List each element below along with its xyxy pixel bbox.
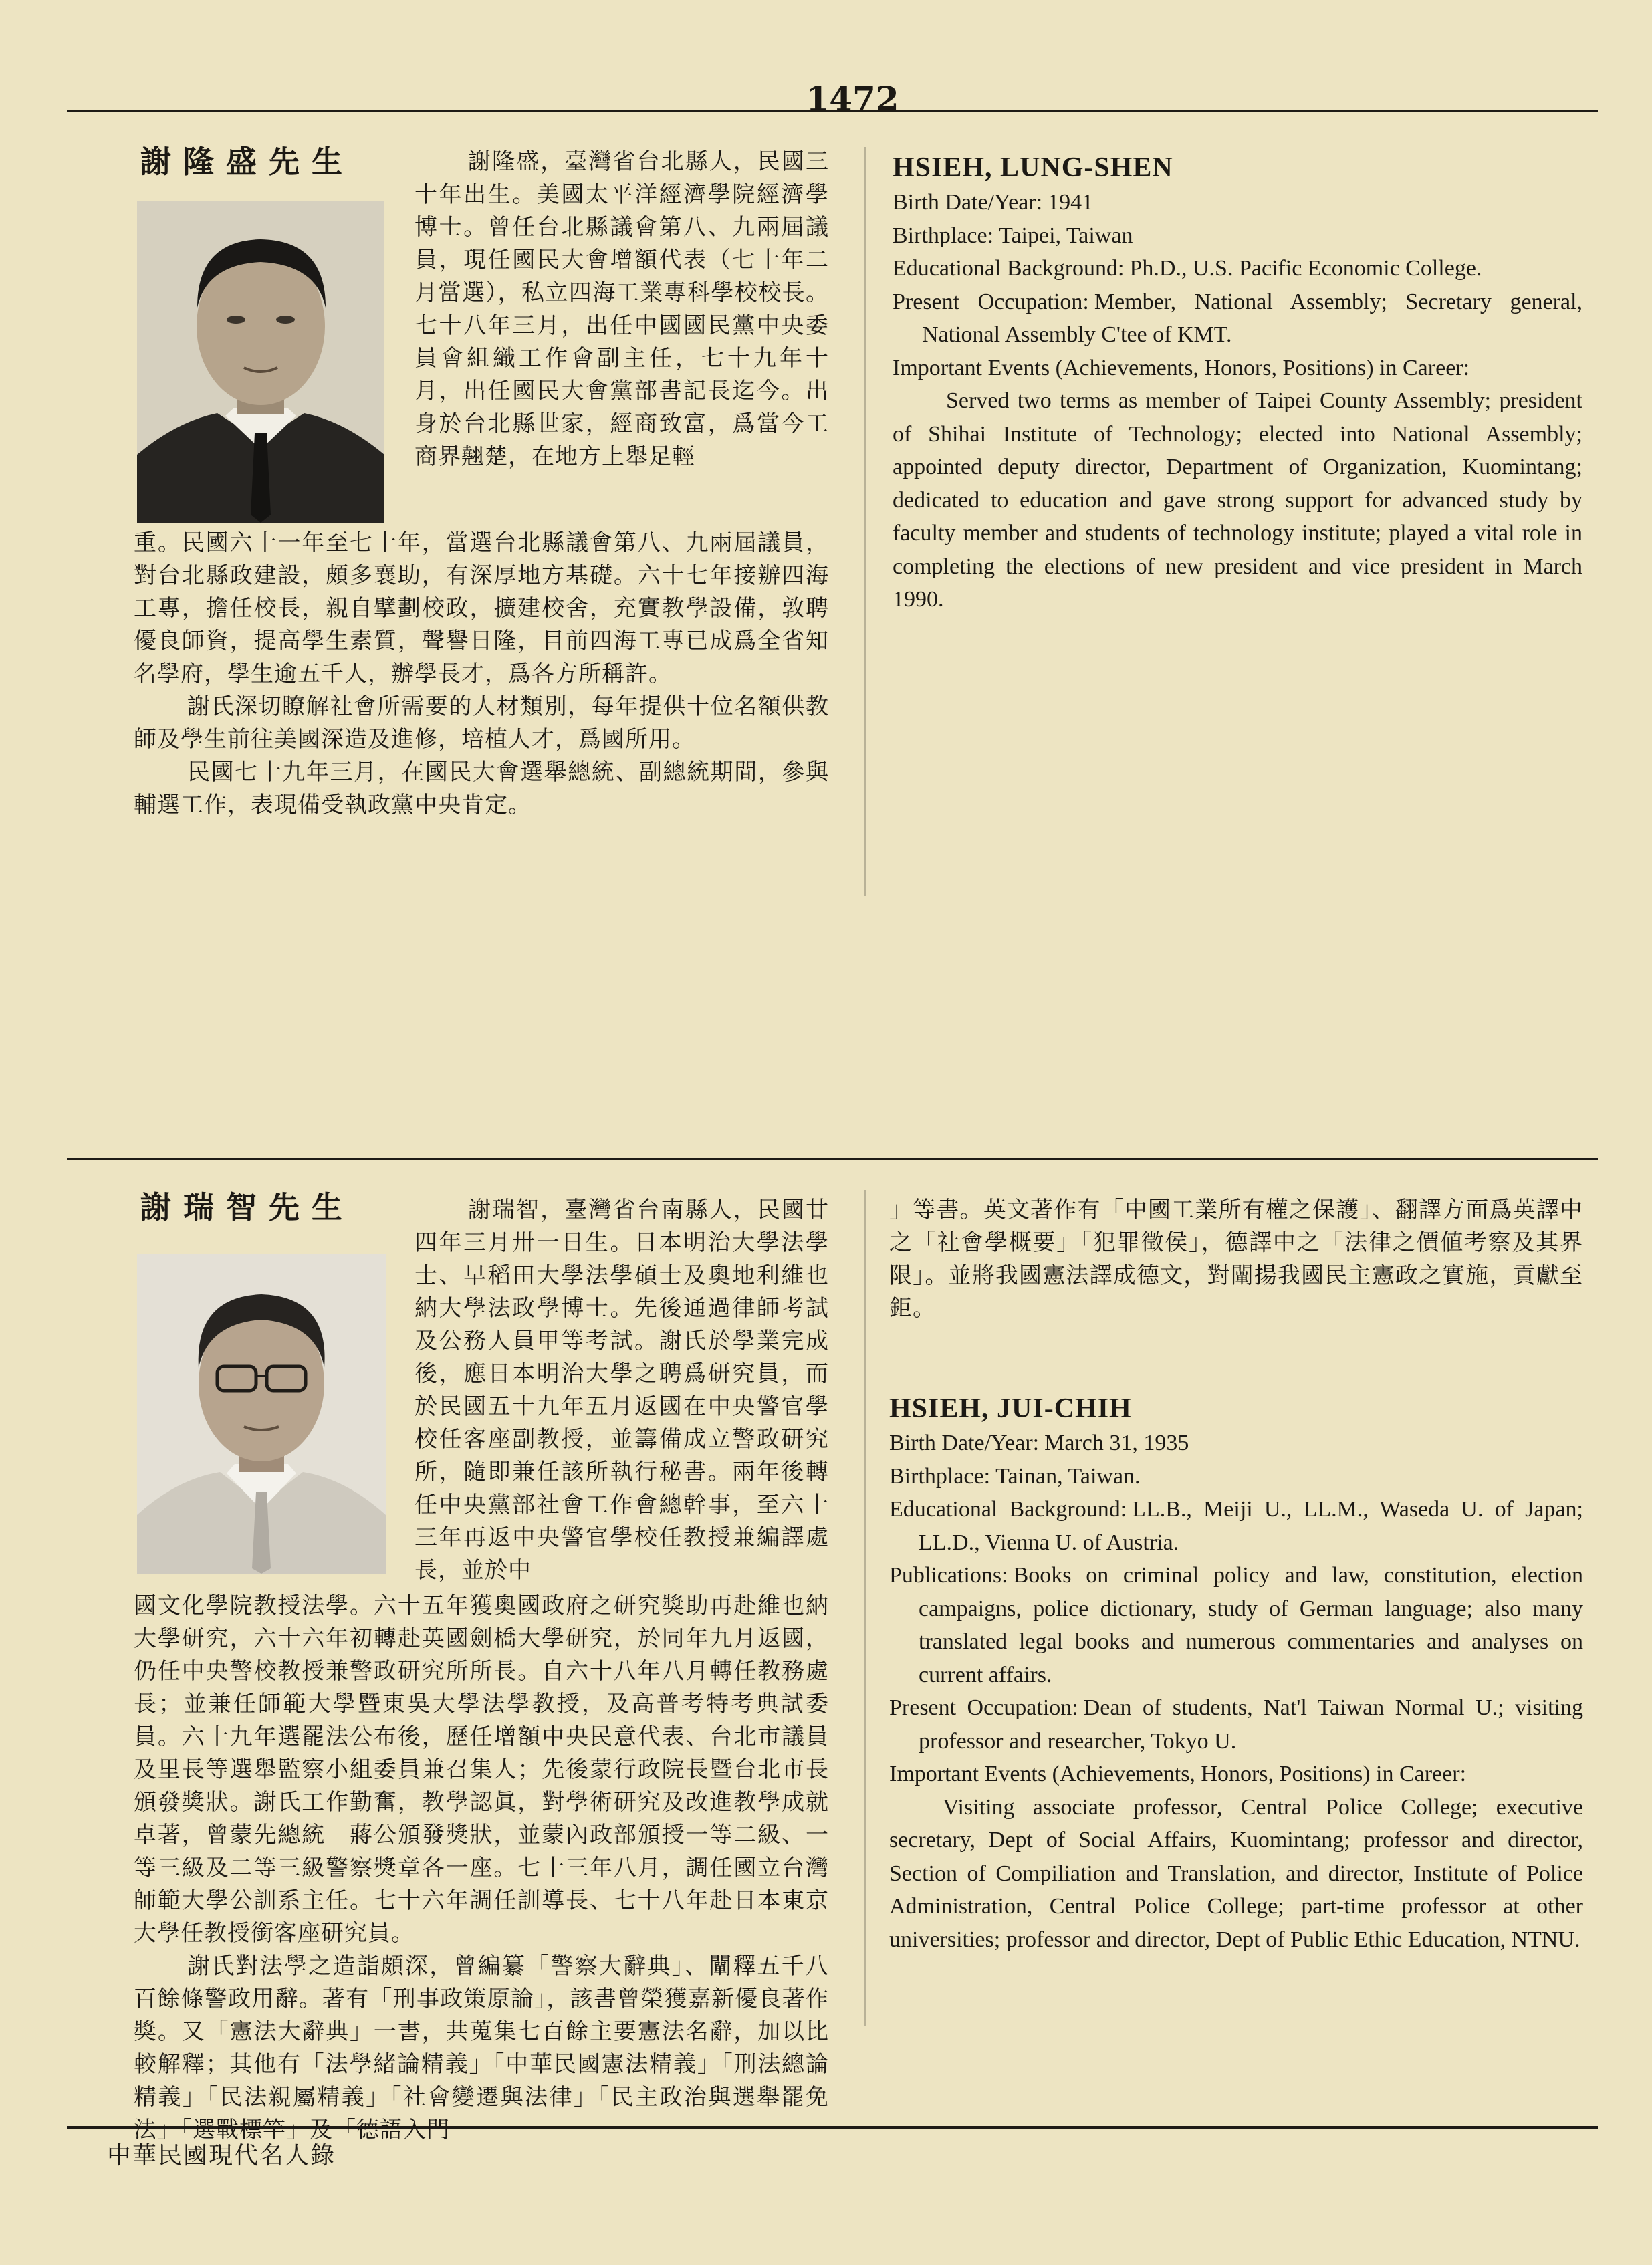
entry-2-field-birth (889, 1427, 1583, 1460)
entry-2-field-occupation (889, 1691, 1583, 1758)
entry-2-bio-zh-wrap (415, 1194, 829, 1587)
entry-1-events-text: Served two terms as member of Taipei County Assembly; president of Shihai Institute of Technology; elected into National Assembly; appointed deputy director, Department of Organization, Kuomintang; dedicated to education and gave strong support for advanced study by faculty member and students of technology institute; played a vital role in completing the elections of new president and vice president in March 1990. (893, 388, 1582, 612)
field-value: 1941 (1048, 190, 1094, 215)
entry-2-name-en: HSIEH, JUI-CHIH (889, 1393, 1132, 1424)
page-number: 1472 (806, 79, 899, 118)
entry-2-name-zh: 謝瑞智先生 (140, 1189, 354, 1225)
column-gutter-bottom (864, 1190, 866, 2026)
entry-1-bio-zh-para-3: 民國七十九年三月，在國民大會選舉總統、副總統期間，參與輔選工作，表現備受執政黨中央肯定。 (134, 759, 829, 818)
entry-2-bio-zh-wrap-text: 謝瑞智，臺灣省台南縣人，民國廿四年三月卅一日生。日本明治大學法學士、早稻田大學法學碩士及奧地利維也納大學法政學博士。先後通過律師考試及公務人員甲等考試。謝氏於學業完成後，應日本明治大學之聘爲研究員，而於民國五十九年五月返國在中央警官學校任客座副教授，並籌備成立警政研究所，隨即兼任該所執行秘書。兩年後轉任中央黨部社會工作會總幹事，至六十三年再返中央警官學校任教授兼編譯處長，並於中 (415, 1197, 829, 1584)
entry-1-field-events (893, 352, 1582, 385)
entry-2-field-events (889, 1758, 1583, 1791)
entry-1-name-zh: 謝隆盛先生 (140, 144, 354, 180)
entry-1-bio-zh-wrap (415, 146, 829, 473)
field-label: Birthplace: (893, 223, 994, 248)
entry-1-field-birthplace (893, 219, 1582, 253)
field-label: Educational Background: (893, 256, 1125, 281)
field-label: Birth Date/Year: (893, 190, 1043, 215)
entry-2-bio-zh-para-2: 謝氏對法學之造詣頗深，曾編纂「警察大辭典」、闡釋五千八百餘條警政用辭。著有「刑事政策原論」，該書曾榮獲嘉新優良著作獎。又「憲法大辭典」一書，共蒐集七百餘主要憲法名辭，加以比較解釋；其他有「法學緒論精義」「中華民國憲法精義」「刑法總論精義」「民法親屬精義」「社會變遷與法律」「民主政治與選舉罷免法」「選戰標竿」及「德語入門 (134, 1953, 829, 2143)
field-value: Ph.D., U.S. Pacific Economic College. (1129, 256, 1482, 281)
entry-1-bio-zh-para-1: 重。民國六十一年至七十年，當選台北縣議會第八、九兩屆議員，對台北縣政建設，頗多襄助，有深厚地方基礎。六十七年接辦四海工專，擔任校長，親自擘劃校政，擴建校舍，充實教學設備，敦聘優良師資，提高學生素質，聲譽日隆，目前四海工專已成爲全省知名學府，學生逾五千人，辦學長才，爲各方所稱許。 (134, 529, 829, 687)
field-value: March 31, 1935 (1044, 1431, 1189, 1455)
field-label: Publications: (889, 1563, 1008, 1588)
entry-1-bio-zh-wrap-text: 謝隆盛，臺灣省台北縣人，民國三十年出生。美國太平洋經濟學院經濟學博士。曾任台北縣議會第八、九兩屆議員，現任國民大會增額代表（七十年二月當選），私立四海工業專科學校校長。七十八年三月，出任中國國民黨中央委員會組織工作會副主任，七十九年十月，出任國民大會黨部書記長迄今。出身於台北縣世家，經商致富，爲當今工商界翹楚，在地方上舉足輕 (415, 148, 829, 470)
entry-2-bio-zh-full (134, 1590, 829, 2147)
entry-2-en-section (889, 1391, 1583, 1956)
field-value: Books on criminal policy and law, constitution, election campaigns, police dictionary, study of German language; also many translated legal books and numerous commentaries and analyses on current affairs. (919, 1563, 1583, 1687)
entry-2-bio-zh-continued-text: 」等書。英文著作有「中國工業所有權之保護」、翻譯方面爲英譯中之「社會學概要」「犯罪徵侯」，德譯中之「法律之價値考察及其界限」。並將我國憲法譯成德文，對闡揚我國民主憲政之實施，貢獻至鉅。 (889, 1197, 1583, 1322)
entry-1-bio-zh-para-2: 謝氏深切瞭解社會所需要的人材類別，每年提供十位名額供教師及學生前往美國深造及進修，培植人才，爲國所用。 (134, 693, 829, 753)
entry-1-en-section (893, 150, 1582, 616)
entry-1-field-education (893, 252, 1582, 285)
field-label: Birthplace: (889, 1463, 991, 1489)
entry-1-portrait (137, 201, 384, 523)
entry-2-portrait (137, 1254, 386, 1574)
field-label: Birth Date/Year: (889, 1431, 1040, 1455)
field-label: Important Events (Achievements, Honors, Positions) in Career: (889, 1762, 1467, 1786)
entry-2-bio-zh-continued (889, 1194, 1583, 1325)
entry-1-field-birth (893, 186, 1582, 219)
footer-book-title: 中華民國現代名人錄 (107, 2142, 336, 2169)
section-divider-rule (67, 1158, 1598, 1160)
field-label: Educational Background: (889, 1497, 1127, 1522)
field-label: Important Events (Achievements, Honors, Positions) in Career: (893, 355, 1470, 380)
entry-2-field-publications (889, 1559, 1583, 1691)
field-value: LL.B., Meiji U., LL.M., Waseda U. of Japan; LL.D., Vienna U. of Austria. (919, 1497, 1583, 1555)
field-value: Tainan, Taiwan. (995, 1463, 1141, 1489)
entry-2-events-text: Visiting associate professor, Central Police College; executive secretary, Dept of Social Affairs, Kuomintang; professor and director, Section of Compiliation and Translation, and director, Institute of Police Administration, Central Police College; part-time professor at other universities; professor and director, Dept of Public Ethic Education, NTNU. (889, 1794, 1583, 1952)
field-value: Dean of students, Nat'l Taiwan Normal U.; visiting professor and researcher, Tokyo U. (919, 1695, 1583, 1754)
column-gutter-top (864, 147, 866, 896)
field-value: Taipei, Taiwan (999, 223, 1133, 248)
entry-1-bio-zh-full (134, 527, 829, 822)
field-label: Present Occupation: (889, 1695, 1078, 1720)
entry-1-field-occupation (893, 285, 1582, 352)
entry-2-field-education (889, 1493, 1583, 1559)
entry-1-name-en: HSIEH, LUNG-SHEN (893, 152, 1173, 183)
field-label: Present Occupation: (893, 289, 1089, 314)
field-value: Member, National Assembly; Secretary general, National Assembly C'tee of KMT. (922, 289, 1582, 347)
entry-2-field-birthplace (889, 1460, 1583, 1494)
entry-2-bio-zh-para-1: 國文化學院教授法學。六十五年獲奧國政府之研究獎助再赴維也納大學研究，六十六年初轉赴英國劍橋大學研究，於同年九月返國，仍任中央警校教授兼警政研究所所長。自六十八年八月轉任教務處長；並兼任師範大學暨東吳大學法學教授，及高普考特考典試委員。六十九年選罷法公布後，歷任增額中央民意代表、台北市議員及里長等選舉監察小組委員兼召集人；先後蒙行政院長暨台北市長頒發獎狀。謝氏工作勤奮，教學認眞，對學術研究及改進教學成就卓著，曾蒙先總統 蔣公頒發獎狀，並蒙內政部頒授一等二級、一等三級及二等三級警察獎章各一座。七十三年八月，調任國立台灣師範大學公訓系主任。七十六年調任訓導長、七十八年赴日本東京大學任教授銜客座研究員。 (134, 1592, 829, 1947)
